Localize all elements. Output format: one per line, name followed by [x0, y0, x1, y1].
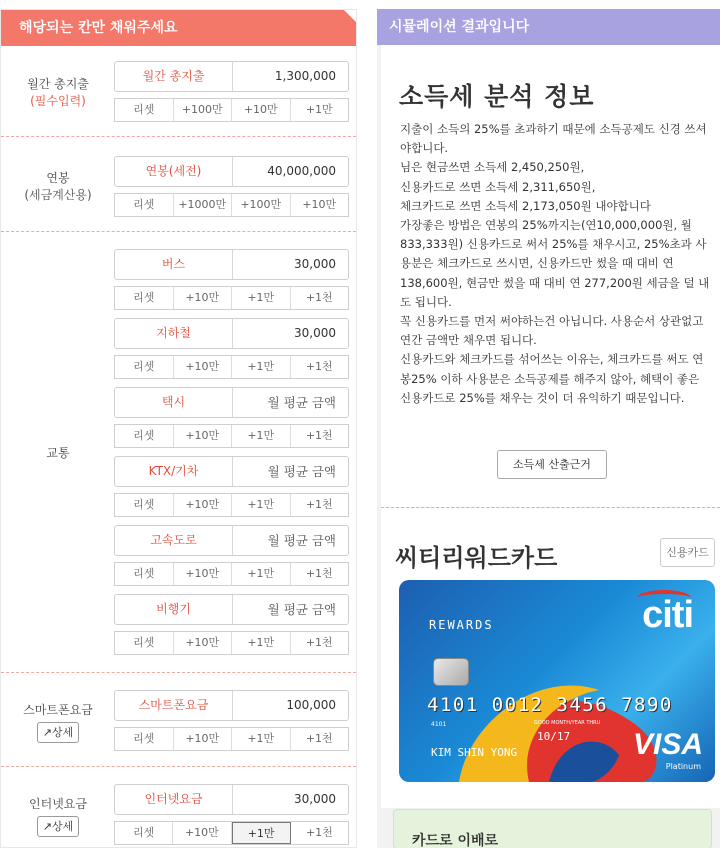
- field-label: 인터넷요금: [115, 785, 233, 814]
- tax-basis-button[interactable]: 소득세 산출근거: [497, 450, 607, 479]
- field-label: 연봉(세전): [115, 157, 233, 186]
- field-label: 월간 총지출: [115, 62, 233, 91]
- add-100k-button[interactable]: +10만: [174, 356, 233, 378]
- bus-input[interactable]: 30,000: [294, 257, 336, 271]
- reset-button[interactable]: 리셋: [115, 563, 174, 585]
- add-10k-button[interactable]: +1만: [232, 356, 291, 378]
- section-internet: [1, 768, 356, 848]
- card-valid-text: GOOD MONTH/YEAR THRU: [534, 720, 601, 726]
- internet-buttons: [114, 821, 349, 845]
- add-10k-button[interactable]: +1만: [232, 287, 291, 309]
- section-salary: [1, 138, 356, 232]
- reset-button[interactable]: 리셋: [115, 356, 174, 378]
- card-tier: Platinum: [665, 762, 701, 771]
- section-smartphone: [1, 674, 356, 767]
- salary-field[interactable]: [114, 156, 349, 187]
- add-10k-button[interactable]: +1만: [305, 103, 333, 116]
- add-1k-button[interactable]: +1천: [305, 291, 333, 304]
- add-1k-button[interactable]: +1천: [305, 826, 333, 839]
- smartphone-field[interactable]: [114, 690, 349, 721]
- monthly-spend-buttons: [114, 98, 349, 122]
- input-panel-title: 해당되는 칸만 채워주세요: [19, 20, 178, 36]
- section-transport: [1, 233, 356, 673]
- tax-analysis-title: 소득세 분석 정보: [399, 82, 595, 111]
- add-100k-button[interactable]: +10만: [174, 632, 233, 654]
- add-100k-button[interactable]: +10만: [174, 287, 233, 309]
- result-panel: [377, 9, 720, 848]
- section-label: 교통: [46, 446, 70, 460]
- add-10k-button[interactable]: +1만: [232, 494, 291, 516]
- section-label: [7, 76, 109, 110]
- monthly-spend-field[interactable]: [114, 61, 349, 92]
- add-1k-button[interactable]: +1천: [305, 360, 333, 373]
- tax-analysis-text: 지출이 소득의 25%를 초과하기 때문에 소득공제도 신경 쓰셔야합니다. 님은 현금쓰면 소득세 2,450,250원, 신용카드로 쓰면 소득세 2,311,650원, 체크카드로 쓰면 소득세 2,173,050원 내야합니다 가장좋은 방법은 연봉의 25%까지는(연10,000,000원, 월833,333원) 신용카드로 써서 25%를 채우시고, 25%초과 사용분은 체크카드로 쓰시면, 신용카드만 썼을 때 대비 연 138,600원, 현금만 썼을 때 대비 연 277,200원 세금을 덜 내도 됩니다. 꼭 신용카드를 먼저 써야하는건 아닙니다. 사용순서 상관없고 연간 금액만 채우면 됩니다. 신용카드와 체크카드를 섞어쓰는 이유는, 체크카드를 써도 연봉25% 이하 사용분은 소득공제를 해주지 않아, 혜택이 좋은 신용카드로 25%를 채우는 것이 더 유익하기 때문입니다.: [400, 122, 710, 405]
- smartphone-buttons: [114, 727, 349, 751]
- card-category-badge[interactable]: 신용카드: [660, 538, 715, 567]
- card-name[interactable]: 씨티리워드카드: [395, 544, 558, 572]
- taxi-field[interactable]: [114, 387, 349, 418]
- airplane-input[interactable]: 월 평균 금액: [267, 602, 336, 617]
- field-label: 택시: [115, 388, 233, 417]
- result-panel-header: 시뮬레이션 결과입니다: [377, 9, 720, 45]
- smartphone-input[interactable]: 100,000: [286, 698, 336, 712]
- field-label: 스마트폰요금: [115, 691, 233, 720]
- credit-card-image[interactable]: [399, 580, 715, 782]
- section-label: [7, 170, 109, 204]
- add-10k-button[interactable]: +1만: [232, 632, 291, 654]
- card-holder: KIM SHIN YONG: [431, 746, 518, 759]
- reset-button[interactable]: 리셋: [115, 194, 174, 216]
- card-expiry: 10/17: [537, 730, 571, 743]
- required-note: (필수입력): [30, 94, 86, 108]
- input-panel: [0, 9, 357, 848]
- bus-buttons: [114, 286, 349, 310]
- field-label: 지하철: [115, 319, 233, 348]
- add-100k-button[interactable]: +10만: [174, 728, 233, 750]
- section-monthly-spend: [1, 46, 356, 137]
- section-label: [7, 796, 109, 837]
- add-1k-button[interactable]: +1천: [305, 498, 333, 511]
- reset-button[interactable]: 리셋: [115, 287, 174, 309]
- field-label: KTX/기차: [115, 457, 233, 486]
- add-10k-button[interactable]: +1만: [232, 822, 291, 844]
- highway-buttons: [114, 562, 349, 586]
- tax-analysis-card: [381, 45, 720, 507]
- ktx-train-buttons: [114, 493, 349, 517]
- internet-input[interactable]: 30,000: [294, 792, 336, 806]
- subway-buttons: [114, 355, 349, 379]
- next-card-box: [393, 809, 712, 848]
- add-100k-button[interactable]: +10만: [174, 563, 233, 585]
- add-1k-button[interactable]: +1천: [305, 429, 333, 442]
- chip-icon: [433, 658, 469, 686]
- card-rewards-text: REWARDS: [429, 618, 494, 632]
- reset-button[interactable]: 리셋: [115, 99, 174, 121]
- citi-logo: citi: [642, 594, 693, 636]
- section-label: [7, 702, 109, 743]
- ktx-train-field[interactable]: [114, 456, 349, 487]
- airplane-buttons: [114, 631, 349, 655]
- visa-logo: VISA: [632, 728, 703, 761]
- add-10k-button[interactable]: +1만: [232, 425, 291, 447]
- add-10k-button[interactable]: +1만: [232, 728, 291, 750]
- add-1m-button[interactable]: +100만: [174, 99, 233, 121]
- reset-button[interactable]: 리셋: [115, 494, 174, 516]
- internet-field[interactable]: [114, 784, 349, 815]
- section-label-text: 연봉: [46, 171, 70, 185]
- field-label: 고속도로: [115, 526, 233, 555]
- field-label: 버스: [115, 250, 233, 279]
- add-1k-button[interactable]: +1천: [305, 636, 333, 649]
- highway-field[interactable]: [114, 525, 349, 556]
- add-100k-button[interactable]: +10만: [173, 822, 231, 844]
- detail-button[interactable]: ↗상세: [37, 816, 79, 837]
- reset-button[interactable]: 리셋: [115, 822, 173, 844]
- card-tiny-digits: 4101: [431, 721, 447, 728]
- input-panel-header: [1, 10, 356, 46]
- add-100k-button[interactable]: +10만: [232, 99, 291, 121]
- add-1k-button[interactable]: +1천: [305, 732, 333, 745]
- card-number: 4101 0012 3456 7890: [427, 694, 673, 716]
- add-1m-button[interactable]: +100만: [232, 194, 291, 216]
- taxi-input[interactable]: 월 평균 금액: [267, 395, 336, 410]
- section-label-text: 월간 총지출: [27, 77, 89, 91]
- airplane-field[interactable]: [114, 594, 349, 625]
- detail-button[interactable]: ↗상세: [37, 722, 79, 743]
- add-10m-button[interactable]: +1000만: [174, 194, 233, 216]
- reset-button[interactable]: 리셋: [115, 728, 174, 750]
- corner-fold-icon: [344, 10, 356, 22]
- add-100k-button[interactable]: +10만: [174, 425, 233, 447]
- monthly-spend-input[interactable]: 1,300,000: [274, 69, 336, 83]
- salary-buttons: [114, 193, 349, 217]
- taxi-buttons: [114, 424, 349, 448]
- add-1k-button[interactable]: +1천: [305, 567, 333, 580]
- card-recommendation: [381, 508, 720, 808]
- bus-field[interactable]: [114, 249, 349, 280]
- subway-field[interactable]: [114, 318, 349, 349]
- highway-input[interactable]: 월 평균 금액: [267, 533, 336, 548]
- field-label: 비행기: [115, 595, 233, 624]
- section-label-text: 인터넷요금: [29, 797, 87, 811]
- ktx-train-input[interactable]: 월 평균 금액: [267, 464, 336, 479]
- subway-input[interactable]: 30,000: [294, 326, 336, 340]
- salary-input[interactable]: 40,000,000: [267, 164, 336, 178]
- section-label-text: 스마트폰요금: [23, 703, 93, 717]
- reset-button[interactable]: 리셋: [115, 632, 174, 654]
- reset-button[interactable]: 리셋: [115, 425, 174, 447]
- add-10k-button[interactable]: +1만: [232, 563, 291, 585]
- add-100k-button[interactable]: +10만: [302, 198, 337, 211]
- section-sub-label: (세금계산용): [24, 188, 92, 202]
- next-card-title: 카드로 이배로: [412, 833, 499, 848]
- add-100k-button[interactable]: +10만: [174, 494, 233, 516]
